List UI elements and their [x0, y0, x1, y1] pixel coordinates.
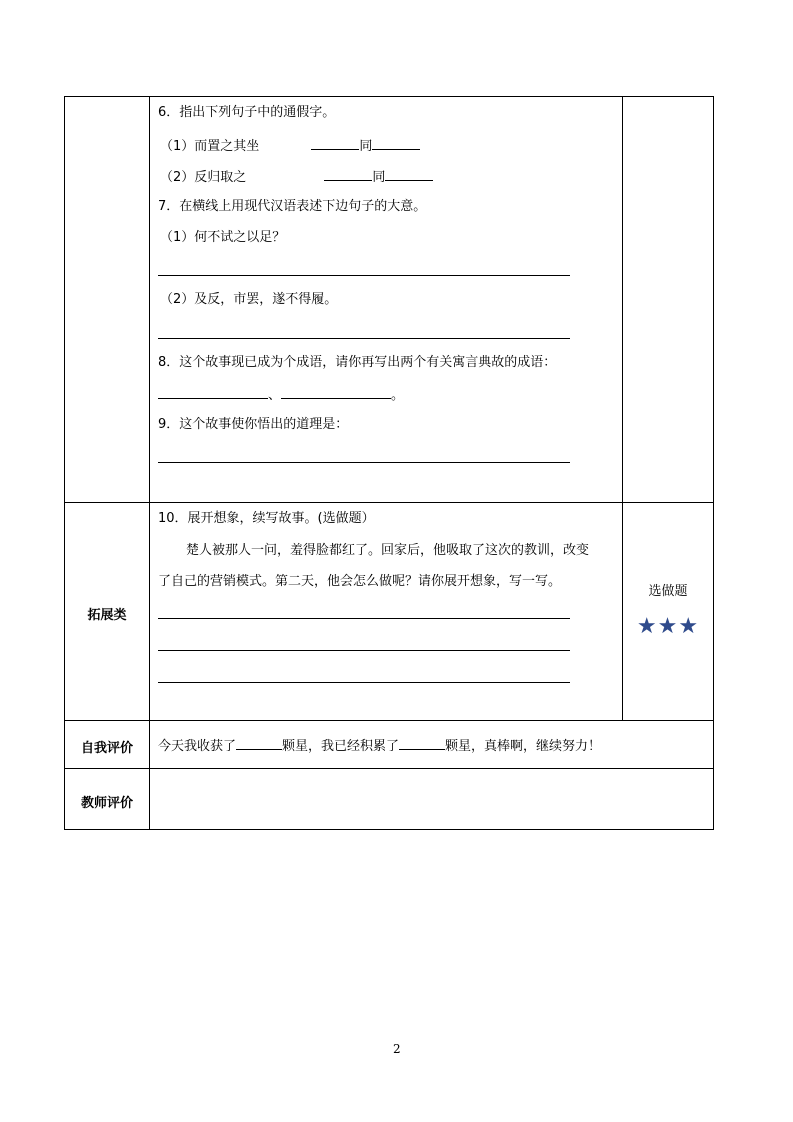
- extension-label: 拓展类: [87, 608, 127, 623]
- self-eval-label: 自我评价: [80, 741, 133, 756]
- table-row-divider: [64, 720, 714, 721]
- q7-answer-line-1[interactable]: [158, 275, 570, 276]
- table-border-top: [64, 96, 714, 97]
- table-border-right: [713, 96, 714, 830]
- self-eval-part1: 今天我收获了: [158, 739, 237, 754]
- q8-separator: 、: [268, 388, 282, 403]
- q8-answers: [158, 386, 404, 404]
- q10-story-line2: 了自己的营销模式。第二天，他会怎么做呢？请你展开想象，写一写。: [158, 574, 562, 589]
- optional-label: 选做题: [648, 584, 688, 599]
- q8-blank-1[interactable]: [158, 386, 268, 399]
- q8-title: 8．这个故事现已成为个成语，请你再写出两个有关寓言典故的成语：: [158, 355, 557, 370]
- q6-item2: [160, 168, 433, 186]
- q6-item2-blank-b[interactable]: [385, 168, 433, 181]
- q6-item2-tong: 同: [372, 170, 386, 185]
- q7-title: 7．在横线上用现代汉语表述下边句子的大意。: [158, 199, 427, 214]
- self-eval-sentence: [158, 737, 601, 755]
- self-eval-blank-1[interactable]: [236, 737, 282, 750]
- q10-title: 10．展开想象，续写故事。(选做题）: [158, 511, 375, 526]
- table-row-divider: [64, 768, 714, 769]
- table-border-left: [64, 96, 65, 830]
- self-eval-blank-2[interactable]: [399, 737, 445, 750]
- q6-item1: [160, 137, 420, 155]
- q7-item2: （2）及反，市罢，遂不得履。: [160, 292, 338, 307]
- q10-answer-line-3[interactable]: [158, 682, 570, 683]
- star-rating-icon: ★★★: [636, 614, 700, 639]
- q6-title: 6．指出下列句子中的通假字。: [158, 105, 336, 120]
- table-column-divider: [149, 96, 150, 830]
- q9-title: 9．这个故事使你悟出的道理是：: [158, 417, 349, 432]
- teacher-eval-label: 教师评价: [80, 796, 133, 811]
- q8-end: 。: [391, 388, 405, 403]
- q10-answer-line-1[interactable]: [158, 618, 570, 619]
- q6-item1-text: （1）而置之其坐: [160, 139, 260, 154]
- q6-item1-tong: 同: [359, 139, 373, 154]
- q8-blank-2[interactable]: [281, 386, 391, 399]
- q10-story-line1: 楚人被那人一问，羞得脸都红了。回家后，他吸取了这次的教训，改变: [186, 543, 590, 558]
- q6-item2-blank-a[interactable]: [324, 168, 372, 181]
- q6-item1-blank-a[interactable]: [311, 137, 359, 150]
- page-number: 2: [393, 1042, 401, 1056]
- q7-answer-line-2[interactable]: [158, 338, 570, 339]
- q6-item2-text: （2）反归取之: [160, 170, 247, 185]
- q6-item1-blank-b[interactable]: [372, 137, 420, 150]
- self-eval-part3: 颗星，真棒啊，继续努力！: [445, 739, 602, 754]
- q7-item1: （1）何不试之以足？: [160, 230, 286, 245]
- q9-answer-line[interactable]: [158, 462, 570, 463]
- q10-answer-line-2[interactable]: [158, 650, 570, 651]
- table-row-divider: [64, 502, 714, 503]
- self-eval-part2: 颗星，我已经积累了: [282, 739, 400, 754]
- table-border-bottom: [64, 829, 714, 830]
